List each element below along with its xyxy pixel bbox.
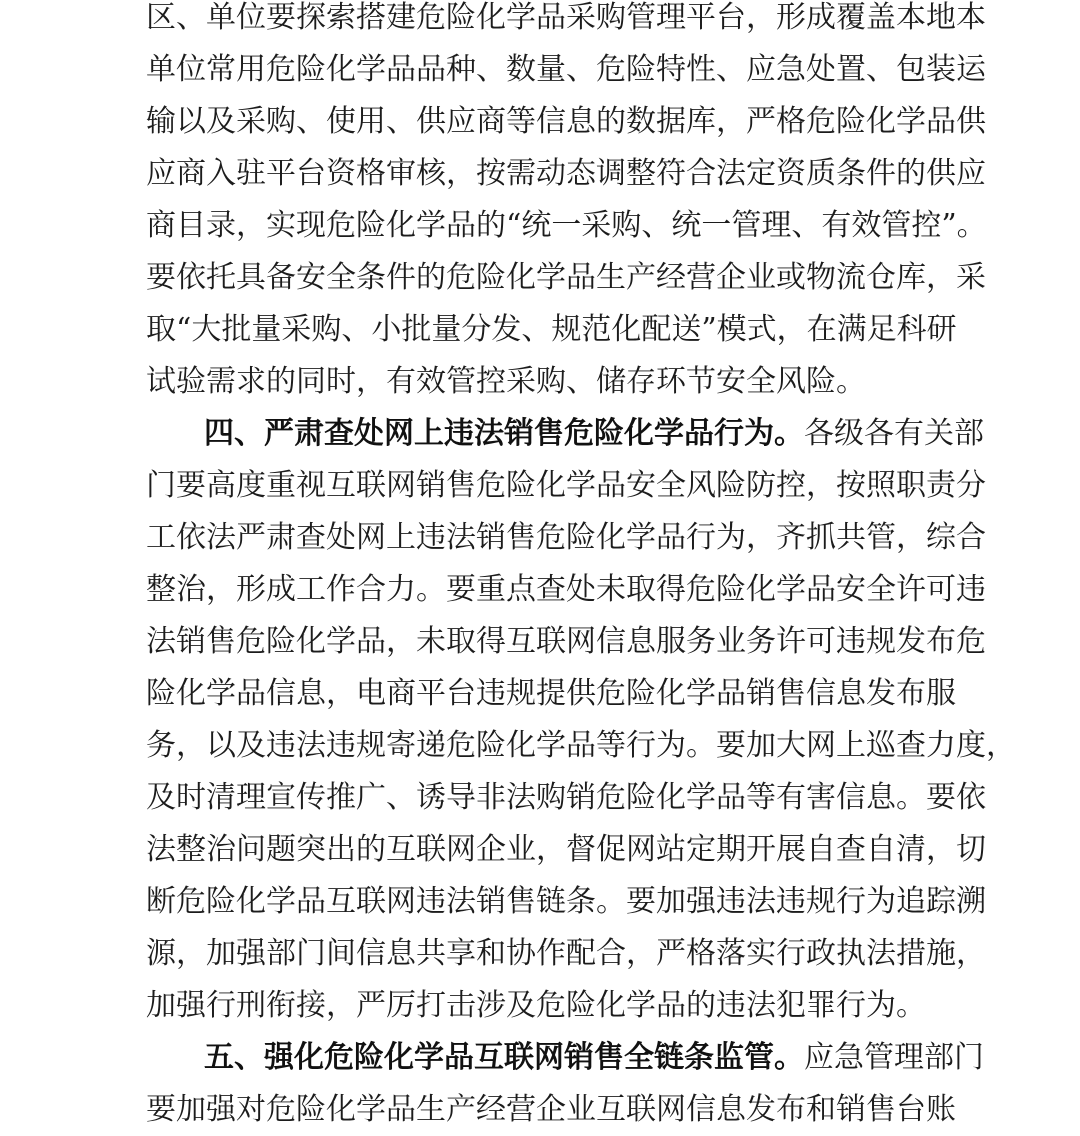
section-4-line-6: 险化学品信息，电商平台违规提供危险化学品销售信息发布服 (146, 676, 956, 711)
section-4-line-4: 整治，形成工作合力。要重点查处未取得危险化学品安全许可违 (146, 572, 986, 607)
section-4-heading: 四、严肃查处网上违法销售危险化学品行为。 (204, 416, 804, 451)
paragraph-3-line-5: 商目录，实现危险化学品的“统一采购、统一管理、有效管控”。 (146, 208, 987, 243)
section-4-first-line-rest: 各级各有关部 (804, 416, 984, 451)
paragraph-3-line-2: 单位常用危险化学品品种、数量、危险特性、应急处置、包装运 (146, 52, 986, 87)
section-5-line-2: 要加强对危险化学品生产经营企业互联网信息发布和销售台账 (146, 1092, 956, 1127)
section-4-line-2: 门要高度重视互联网销售危险化学品安全风险防控，按照职责分 (146, 468, 986, 503)
section-4-line-11: 源，加强部门间信息共享和协作配合，严格落实行政执法措施， (146, 936, 986, 971)
section-4-line-3: 工依法严肃查处网上违法销售危险化学品行为，齐抓共管，综合 (146, 520, 986, 555)
section-4-line-9: 法整治问题突出的互联网企业，督促网站定期开展自查自清，切 (146, 832, 986, 867)
paragraph-3-line-3: 输以及采购、使用、供应商等信息的数据库，严格危险化学品供 (146, 104, 986, 139)
paragraph-3-line-8: 试验需求的同时，有效管控采购、储存环节安全风险。 (146, 364, 866, 399)
section-4-first-line (204, 408, 984, 460)
section-4-line-8: 及时清理宣传推广、诱导非法购销危险化学品等有害信息。要依 (146, 780, 986, 815)
section-5-heading: 五、强化危险化学品互联网销售全链条监管。 (204, 1040, 804, 1075)
section-4-line-12: 加强行刑衔接，严厉打击涉及危险化学品的违法犯罪行为。 (146, 988, 926, 1023)
paragraph-3-line-4: 应商入驻平台资格审核，按需动态调整符合法定资质条件的供应 (146, 156, 986, 191)
section-4-line-10: 断危险化学品互联网违法销售链条。要加强违法违规行为追踪溯 (146, 884, 986, 919)
paragraph-3-line-6: 要依托具备安全条件的危险化学品生产经营企业或物流仓库，采 (146, 260, 986, 295)
paragraph-3-line-7: 取“大批量采购、小批量分发、规范化配送”模式，在满足科研 (146, 312, 957, 347)
paragraph-3-line-1: 区、单位要探索搭建危险化学品采购管理平台，形成覆盖本地本 (146, 0, 986, 35)
section-5-first-line (204, 1032, 984, 1084)
section-4-line-5: 法销售危险化学品，未取得互联网信息服务业务许可违规发布危 (146, 624, 986, 659)
section-4-line-7: 务，以及违法违规寄递危险化学品等行为。要加大网上巡查力度， (146, 728, 1016, 763)
section-5-first-line-rest: 应急管理部门 (804, 1040, 984, 1075)
